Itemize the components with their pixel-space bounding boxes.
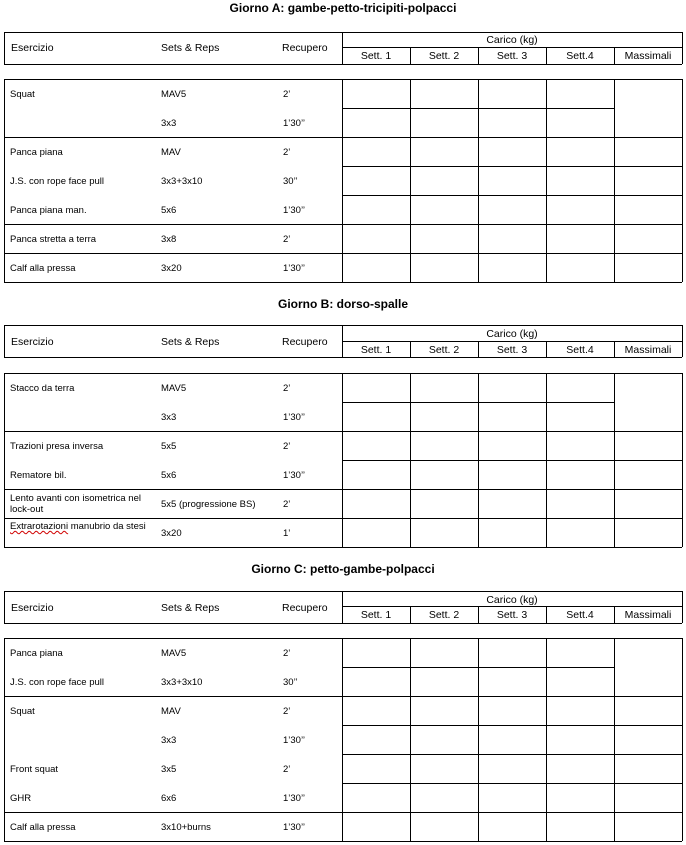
header-week-4: Sett.4 — [566, 609, 594, 621]
exercise-name-misspelled-word: Extrarotazioni — [10, 521, 69, 532]
exercise-name: Lento avanti con isometrica nel lock-out — [10, 493, 141, 515]
sets-reps: 3x10+burns — [161, 822, 211, 833]
exercise-name: Trazioni presa inversa — [10, 441, 104, 452]
sets-reps: 3x3 — [161, 735, 177, 746]
sets-reps: 5x5 (progressione BS) — [161, 499, 256, 510]
rest-time: 1’30’’ — [283, 205, 306, 216]
header-carico: Carico (kg) — [486, 328, 538, 340]
sets-reps: 3x3+3x10 — [161, 677, 203, 688]
rest-time: 2’ — [283, 706, 291, 717]
header-esercizio: Esercizio — [11, 42, 54, 54]
exercise-name: Panca piana — [10, 147, 63, 158]
day-a-title: Giorno A: gambe-petto-tricipiti-polpacci — [229, 1, 457, 15]
header-week-4: Sett.4 — [566, 344, 594, 356]
exercise-name: Stacco da terra — [10, 383, 75, 394]
sets-reps: 3x8 — [161, 234, 177, 245]
header-sets-reps: Sets & Reps — [161, 42, 220, 54]
rest-time: 2’ — [283, 234, 291, 245]
header-week-2: Sett. 2 — [428, 609, 460, 621]
header-week-3: Sett. 3 — [496, 50, 528, 62]
rest-time: 2’ — [283, 499, 291, 510]
header-week-4: Sett.4 — [566, 50, 594, 62]
header-massimali: Massimali — [624, 609, 672, 621]
exercise-name: Rematore bil. — [10, 470, 67, 481]
header-recupero: Recupero — [282, 42, 328, 54]
sets-reps: 3x3 — [161, 118, 177, 129]
header-massimali: Massimali — [624, 344, 672, 356]
exercise-name: Calf alla pressa — [10, 822, 76, 833]
sets-reps: 3x3+3x10 — [161, 176, 203, 187]
header-carico: Carico (kg) — [486, 34, 538, 46]
sets-reps: 3x20 — [161, 528, 182, 539]
sets-reps: 3x20 — [161, 263, 182, 274]
header-week-3: Sett. 3 — [496, 609, 528, 621]
exercise-name: Front squat — [10, 764, 59, 775]
day-b-title: Giorno B: dorso-spalle — [277, 297, 408, 311]
exercise-name: J.S. con rope face pull — [10, 677, 104, 688]
exercise-name: Squat — [10, 706, 35, 717]
exercise-name: Panca piana — [10, 648, 63, 659]
header-carico: Carico (kg) — [486, 594, 538, 606]
header-week-1: Sett. 1 — [360, 344, 392, 356]
rest-time: 1’30’’ — [283, 412, 306, 423]
exercise-name: Squat — [10, 89, 35, 100]
sets-reps: 5x6 — [161, 470, 177, 481]
exercise-name: Calf alla pressa — [10, 263, 76, 274]
rest-time: 2’ — [283, 147, 291, 158]
sets-reps: 5x5 — [161, 441, 177, 452]
header-week-3: Sett. 3 — [496, 344, 528, 356]
exercise-name-rest: manubrio da stesi — [68, 521, 146, 532]
rest-time: 2’ — [283, 648, 291, 659]
exercise-name: J.S. con rope face pull — [10, 176, 104, 187]
header-sets-reps: Sets & Reps — [161, 602, 220, 614]
exercise-name: GHR — [10, 793, 32, 804]
sets-reps: MAV5 — [161, 89, 187, 100]
rest-time: 30’’ — [283, 176, 298, 187]
rest-time: 2’ — [283, 383, 291, 394]
day-c-title: Giorno C: petto-gambe-polpacci — [251, 562, 435, 576]
exercise-name: Panca stretta a terra — [10, 234, 97, 245]
header-esercizio: Esercizio — [11, 602, 54, 614]
rest-time: 2’ — [283, 441, 291, 452]
header-recupero: Recupero — [282, 602, 328, 614]
sets-reps: 6x6 — [161, 793, 177, 804]
exercise-name: Panca piana man. — [10, 205, 87, 216]
header-esercizio: Esercizio — [11, 336, 54, 348]
rest-time: 1’30’’ — [283, 822, 306, 833]
sets-reps: 3x5 — [161, 764, 177, 775]
rest-time: 2’ — [283, 89, 291, 100]
rest-time: 1’30’’ — [283, 470, 306, 481]
sets-reps: 5x6 — [161, 205, 177, 216]
sets-reps: MAV — [161, 147, 181, 158]
sets-reps: MAV5 — [161, 648, 187, 659]
rest-time: 1’30’’ — [283, 118, 306, 129]
rest-time: 1’30’’ — [283, 263, 306, 274]
header-week-1: Sett. 1 — [360, 50, 392, 62]
rest-time: 1’30’’ — [283, 735, 306, 746]
rest-time: 2’ — [283, 764, 291, 775]
header-massimali: Massimali — [624, 50, 672, 62]
header-recupero: Recupero — [282, 336, 328, 348]
header-week-2: Sett. 2 — [428, 50, 460, 62]
header-week-2: Sett. 2 — [428, 344, 460, 356]
header-week-1: Sett. 1 — [360, 609, 392, 621]
header-sets-reps: Sets & Reps — [161, 336, 220, 348]
sets-reps: MAV — [161, 706, 181, 717]
sets-reps: MAV5 — [161, 383, 187, 394]
rest-time: 30’’ — [283, 677, 298, 688]
rest-time: 1’30’’ — [283, 793, 306, 804]
rest-time: 1’ — [283, 528, 291, 539]
sets-reps: 3x3 — [161, 412, 177, 423]
exercise-name — [10, 521, 160, 532]
